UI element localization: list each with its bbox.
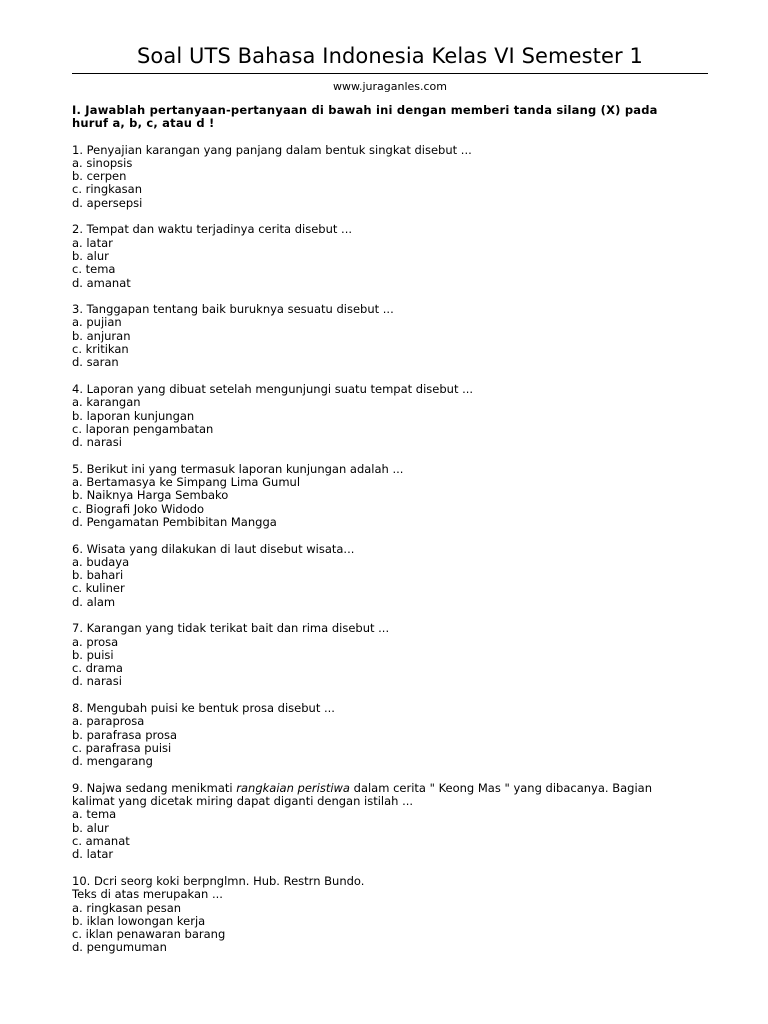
question-2 — [72, 223, 708, 289]
instruction-line: I. Jawablah pertanyaan-pertanyaan di bawah ini dengan memberi tanda silang (X) pada — [72, 103, 658, 117]
question-text-end: dalam cerita " Keong Mas " yang dibacanya. Bagian — [349, 780, 652, 795]
answer-option: a. latar — [72, 235, 113, 250]
question-text-line2: kalimat yang dicetak miring dapat diganti dengan istilah ... — [72, 794, 414, 809]
answer-option: d. narasi — [72, 674, 122, 689]
answer-option: d. pengumuman — [72, 940, 167, 955]
answer-option: b. cerpen — [72, 169, 127, 184]
italic-phrase: rangkaian peristiwa — [236, 780, 350, 795]
answer-option: c. parafrasa puisi — [72, 740, 172, 755]
question-4 — [72, 383, 708, 449]
question-content — [72, 104, 708, 968]
answer-option: c. drama — [72, 661, 123, 676]
answer-option: c. tema — [72, 262, 116, 277]
question-text: 6. Wisata yang dilakukan di laut disebut wisata... — [72, 541, 355, 556]
document-title: Soal UTS Bahasa Indonesia Kelas VI Semester 1 — [136, 44, 644, 68]
instruction-text — [72, 104, 708, 131]
answer-option: a. paraprosa — [72, 714, 145, 729]
question-3 — [72, 303, 708, 369]
website-label: www.juraganles.com — [332, 80, 447, 93]
answer-option: d. latar — [72, 847, 114, 862]
answer-option: d. Pengamatan Pembibitan Mangga — [72, 514, 277, 529]
answer-option: c. iklan penawaran barang — [72, 927, 226, 942]
question-text: 2. Tempat dan waktu terjadinya cerita disebut ... — [72, 222, 353, 237]
answer-option: c. Biografi Joko Widodo — [72, 501, 205, 516]
question-8 — [72, 702, 708, 768]
title-divider — [72, 73, 708, 74]
question-text: 10. Dcri seorg koki berpnglmn. Hub. Restrn Bundo. — [72, 873, 365, 888]
question-text-line2: Teks di atas merupakan ... — [72, 887, 223, 902]
question-text: 5. Berikut ini yang termasuk laporan kunjungan adalah ... — [72, 461, 404, 476]
answer-option: c. amanat — [72, 834, 130, 849]
answer-option: c. kritikan — [72, 342, 129, 357]
answer-option: a. tema — [72, 807, 117, 822]
question-text — [72, 782, 708, 795]
answer-option: a. ringkasan pesan — [72, 900, 182, 915]
question-6 — [72, 543, 708, 609]
answer-option: d. narasi — [72, 435, 122, 450]
answer-option: a. budaya — [72, 554, 130, 569]
instruction-line: huruf a, b, c, atau d ! — [72, 116, 215, 131]
answer-option: a. sinopsis — [72, 155, 133, 170]
answer-option: b. puisi — [72, 647, 114, 662]
question-9 — [72, 782, 708, 862]
answer-option: d. mengarang — [72, 754, 153, 769]
answer-option: c. laporan pengambatan — [72, 421, 214, 436]
answer-option: d. alam — [72, 594, 116, 609]
answer-option: b. alur — [72, 248, 109, 263]
answer-option: a. prosa — [72, 634, 119, 649]
question-text: 1. Penyajian karangan yang panjang dalam bentuk singkat disebut ... — [72, 142, 472, 157]
answer-option: b. parafrasa prosa — [72, 727, 178, 742]
question-text-start: 9. Najwa sedang menikmati — [72, 780, 237, 795]
answer-option: a. karangan — [72, 395, 141, 410]
answer-option: a. Bertamasya ke Simpang Lima Gumul — [72, 475, 301, 490]
answer-option: b. alur — [72, 820, 109, 835]
answer-option: d. amanat — [72, 275, 131, 290]
answer-option: b. iklan lowongan kerja — [72, 913, 206, 928]
question-text: 8. Mengubah puisi ke bentuk prosa disebut ... — [72, 701, 335, 716]
question-10 — [72, 875, 708, 955]
answer-option: c. kuliner — [72, 581, 125, 596]
answer-option: a. pujian — [72, 315, 122, 330]
answer-option: b. bahari — [72, 568, 124, 583]
answer-option: d. apersepsi — [72, 195, 143, 210]
question-7 — [72, 622, 708, 688]
question-1 — [72, 144, 708, 210]
answer-option: b. Naiknya Harga Sembako — [72, 488, 229, 503]
question-5 — [72, 463, 708, 529]
answer-option: b. anjuran — [72, 328, 131, 343]
question-text: 7. Karangan yang tidak terikat bait dan rima disebut ... — [72, 621, 390, 636]
question-text: 4. Laporan yang dibuat setelah mengunjungi suatu tempat disebut ... — [72, 381, 474, 396]
question-text: 3. Tanggapan tentang baik buruknya sesuatu disebut ... — [72, 302, 394, 317]
answer-option: c. ringkasan — [72, 182, 142, 197]
answer-option: b. laporan kunjungan — [72, 408, 195, 423]
answer-option: d. saran — [72, 355, 119, 370]
